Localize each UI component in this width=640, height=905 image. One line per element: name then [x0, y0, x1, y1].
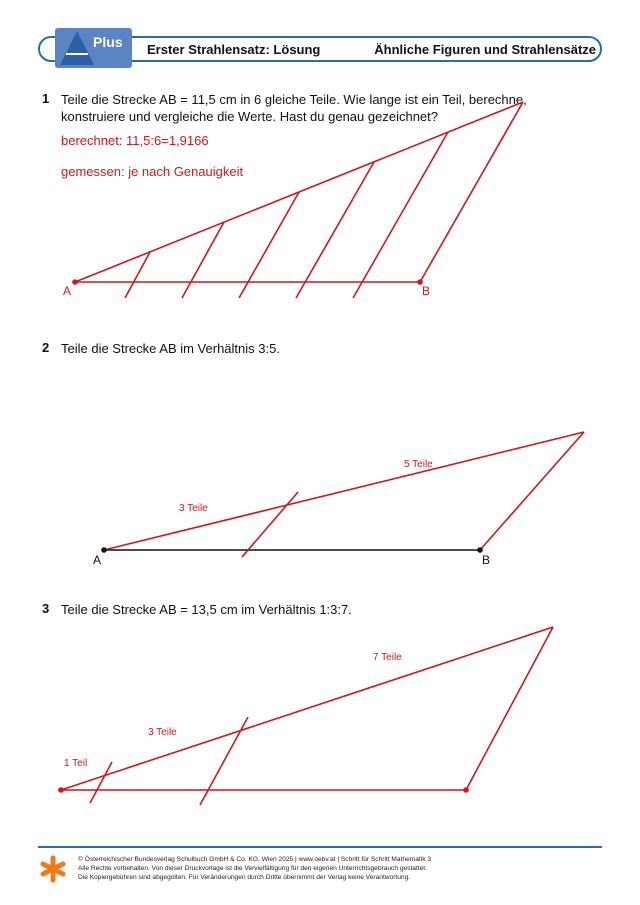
label-1-part-3: 1 Teil	[64, 758, 88, 769]
point-a-1	[72, 279, 78, 285]
label-5-parts-2: 5 Teile	[404, 459, 433, 470]
worksheet-topic: Ähnliche Figuren und Strahlensätze	[374, 42, 596, 57]
footer-line-1: © Österreichischer Bundesverlag Schulbuch GmbH & Co. KG, Wien 2025 | www.oebv.at | Schritt für Schritt Mathematik 3	[78, 856, 432, 863]
parallel-line-5	[353, 132, 448, 298]
task-2-number: 2	[42, 340, 50, 355]
parallel-line-4	[296, 162, 374, 298]
footer-divider	[38, 846, 602, 848]
task-1-answer-calculated: berechnet: 11,5:6=1,9166	[61, 133, 209, 148]
label-b-1: B	[422, 284, 431, 298]
dividing-parallel-3a	[90, 762, 112, 803]
point-b-3	[463, 787, 469, 793]
label-7-parts-3: 7 Teile	[373, 652, 402, 663]
label-3-parts-3: 3 Teile	[148, 727, 177, 738]
figure-1	[72, 102, 523, 298]
point-b-2	[477, 547, 483, 553]
footer-copyright	[78, 855, 431, 882]
parallel-line-2	[182, 222, 224, 298]
publisher-star-icon	[40, 855, 66, 883]
point-a-3	[58, 787, 64, 793]
task-1-text-line2: konstruiere und vergleiche die Werte. Hast du genau gezeichnet?	[61, 109, 438, 124]
auxiliary-ray-2	[104, 432, 584, 550]
label-a-2: A	[93, 553, 102, 567]
dividing-parallel-3b	[200, 717, 248, 805]
footer-line-3: Die Kopiergebühren sind abgegolten. Für Veränderungen durch Dritte übernimmt der Verlag keine Verantwortung.	[78, 874, 411, 881]
task-3-text: Teile die Strecke AB = 13,5 cm im Verhältnis 1:3:7.	[61, 602, 352, 617]
task-2-text: Teile die Strecke AB im Verhältnis 3:5.	[61, 341, 280, 356]
parallel-line-1	[125, 252, 150, 298]
label-b-2: B	[482, 553, 491, 567]
closing-line-1	[420, 102, 523, 282]
label-3-parts-2: 3 Teile	[179, 503, 208, 514]
point-a-2	[101, 547, 107, 553]
label-a-1: A	[63, 284, 72, 298]
figure-2	[101, 432, 584, 557]
task-3-number: 3	[42, 601, 50, 616]
footer-line-2: Alle Rechte vorbehalten. Von dieser Druckvorlage ist die Vervielfältigung für den eigenen Unterrichtsgebrauch gestattet.	[78, 865, 427, 872]
dividing-parallel-2	[242, 492, 298, 557]
task-1-answer-measured: gemessen: je nach Genauigkeit	[61, 164, 244, 179]
logo-text: Plus	[93, 34, 123, 50]
closing-line-2	[480, 432, 584, 550]
figure-3	[58, 627, 553, 805]
worksheet-title: Erster Strahlensatz: Lösung	[147, 42, 321, 57]
task-1-text-line1: Teile die Strecke AB = 11,5 cm in 6 gleiche Teile. Wie lange ist ein Teil, berechne,	[61, 92, 527, 107]
task-1-number: 1	[42, 91, 50, 106]
